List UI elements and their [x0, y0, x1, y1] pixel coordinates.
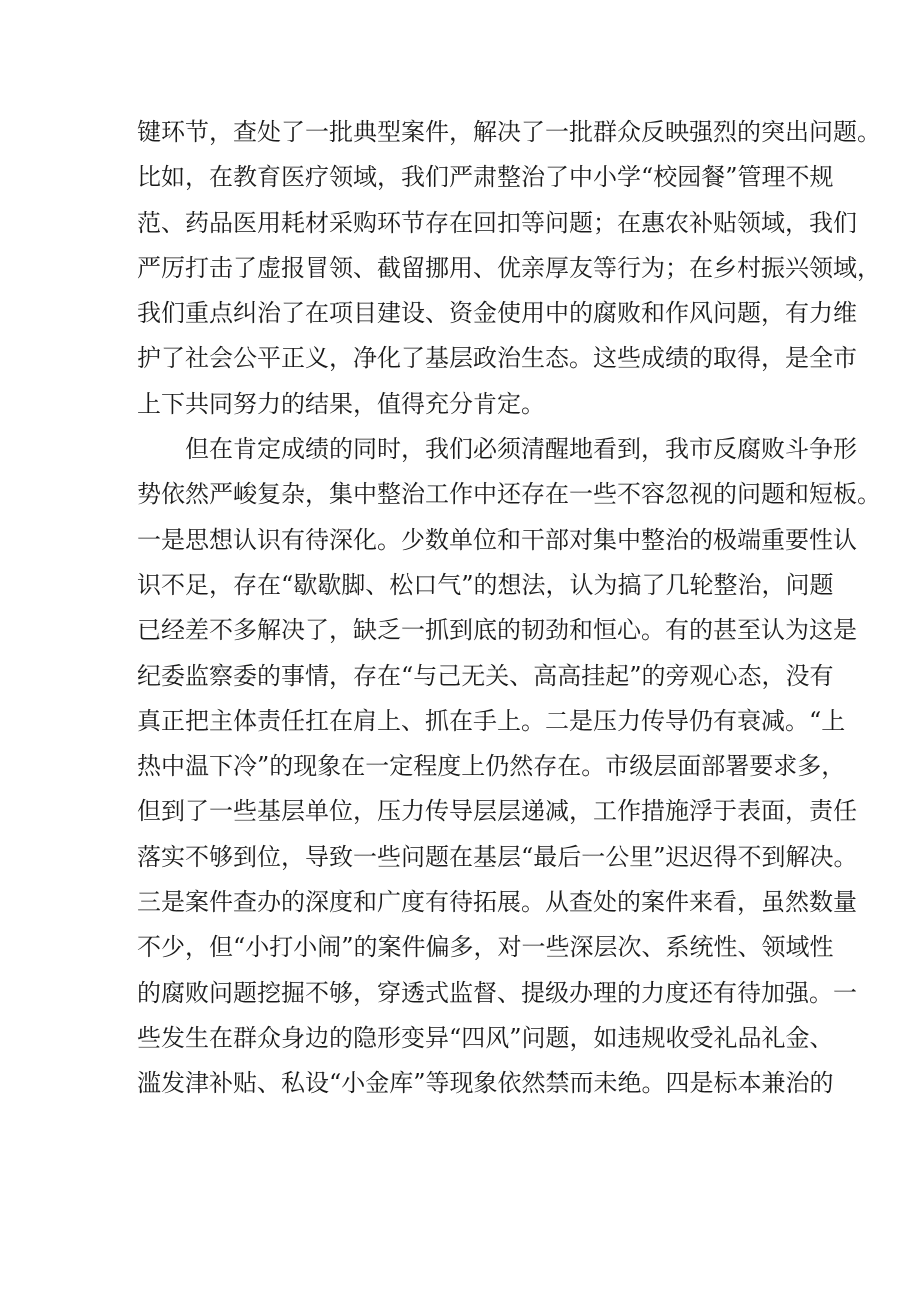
text-line: 护了社会公平正义，净化了基层政治生态。这些成绩的取得，是全市: [137, 344, 857, 373]
text-line: 键环节，查处了一批典型案件，解决了一批群众反映强烈的突出问题。: [137, 118, 881, 146]
paragraph-2: [137, 427, 881, 1106]
text-line: 的腐败问题挖掘不够，穿透式监督、提级办理的力度还有待加强。一: [137, 978, 857, 1007]
text-line: 识不足，存在“歇歇脚、松口气”的想法，认为搞了几轮整治，问题: [137, 570, 834, 599]
text-line: 不少，但“小打小闹”的案件偏多，对一些深层次、系统性、领域性: [137, 933, 834, 962]
paragraph-1: [137, 110, 881, 427]
text-line: 滥发津补贴、私设“小金库”等现象依然禁而未绝。四是标本兼治的: [137, 1069, 834, 1098]
body-text: [137, 110, 881, 1107]
text-line: 严厉打击了虚报冒领、截留挪用、优亲厚友等行为；在乡村振兴领域，: [137, 253, 881, 282]
text-line: 三是案件查办的深度和广度有待拓展。从查处的案件来看，虽然数量: [137, 888, 857, 917]
text-line: 已经差不多解决了，缺乏一抓到底的韧劲和恒心。有的甚至认为这是: [137, 616, 857, 645]
text-line: 但在肯定成绩的同时，我们必须清醒地看到，我市反腐败斗争形: [185, 435, 857, 464]
text-line: 热中温下冷”的现象在一定程度上仍然存在。市级层面部署要求多，: [137, 752, 846, 781]
text-line: 但到了一些基层单位，压力传导层层递减，工作措施浮于表面，责任: [137, 797, 857, 826]
text-line: 一是思想认识有待深化。少数单位和干部对集中整治的极端重要性认: [137, 525, 857, 554]
text-line: 上下共同努力的结果，值得充分肯定。: [137, 389, 545, 418]
text-line: 纪委监察委的事情，存在“与己无关、高高挂起”的旁观心态，没有: [137, 661, 834, 690]
text-line: 势依然严峻复杂，集中整治工作中还存在一些不容忽视的问题和短板。: [137, 480, 881, 509]
text-line: 我们重点纠治了在项目建设、资金使用中的腐败和作风问题，有力维: [137, 299, 857, 328]
text-line: 范、药品医用耗材采购环节存在回扣等问题；在惠农补贴领域，我们: [137, 208, 857, 237]
text-line: 真正把主体责任扛在肩上、抓在手上。二是压力传导仍有衰减。“上: [137, 706, 846, 735]
text-line: 些发生在群众身边的隐形变异“四风”问题，如违规收受礼品礼金、: [137, 1023, 834, 1052]
text-line: 落实不够到位，导致一些问题在基层“最后一公里”迟迟得不到解决。: [137, 842, 858, 871]
text-line: 比如，在教育医疗领域，我们严肃整治了中小学“校园餐”管理不规: [137, 163, 834, 192]
